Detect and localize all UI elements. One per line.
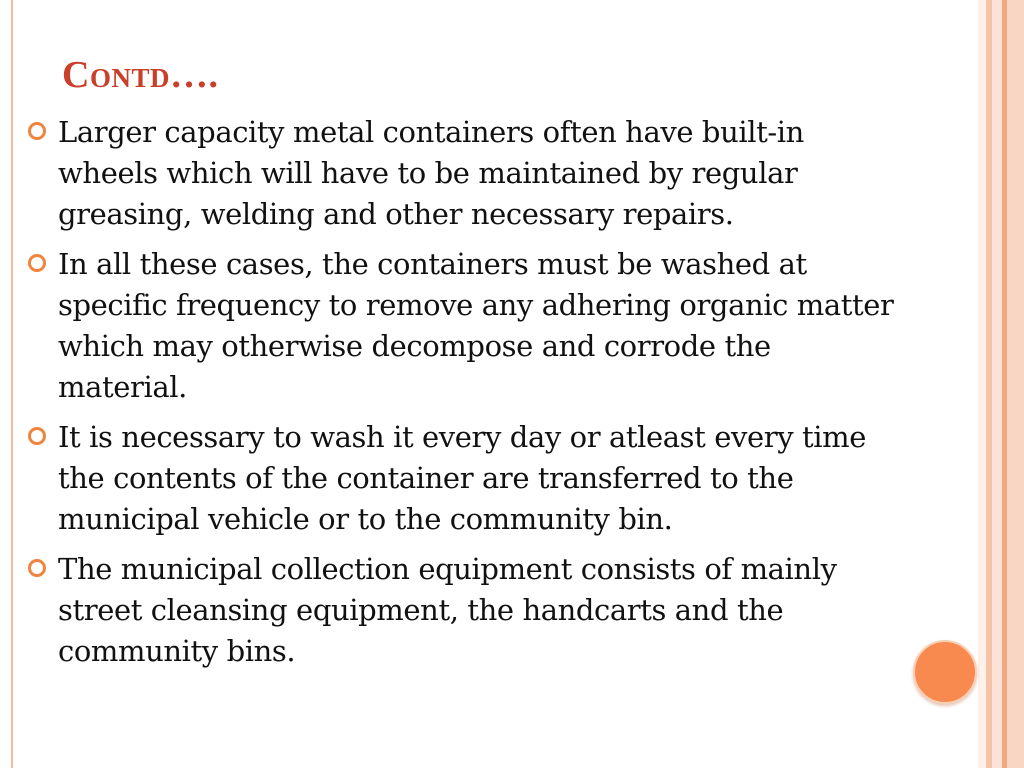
bullet-item <box>28 417 968 540</box>
stripe <box>992 0 1002 768</box>
ring-bullet-icon <box>28 559 46 577</box>
bullet-text: The municipal collection equipment consists of mainly street cleansing equipment, the handcarts and the community bins. <box>58 552 837 668</box>
ring-bullet-icon <box>28 122 46 140</box>
bullet-text: It is necessary to wash it every day or atleast every time the contents of the container are transferred to the municipal vehicle or to the community bin. <box>58 420 866 536</box>
bullet-item <box>28 112 968 235</box>
bullet-list <box>28 112 968 681</box>
bullet-text: Larger capacity metal containers often have built-in wheels which will have to be maintained by regular greasing, welding and other necessary repairs. <box>58 115 804 231</box>
right-decorative-stripes <box>978 0 1024 768</box>
ring-bullet-icon <box>28 427 46 445</box>
orange-circle-decoration <box>913 640 977 704</box>
bullet-item <box>28 549 968 672</box>
stripe <box>978 0 986 768</box>
bullet-item <box>28 244 968 408</box>
stripe <box>1007 0 1024 768</box>
left-border-line <box>11 0 13 768</box>
slide-title: Contd…. <box>62 54 219 96</box>
bullet-text: In all these cases, the containers must be washed at specific frequency to remove any adhering organic matter which may otherwise decompose and corrode the material. <box>58 247 894 404</box>
ring-bullet-icon <box>28 254 46 272</box>
